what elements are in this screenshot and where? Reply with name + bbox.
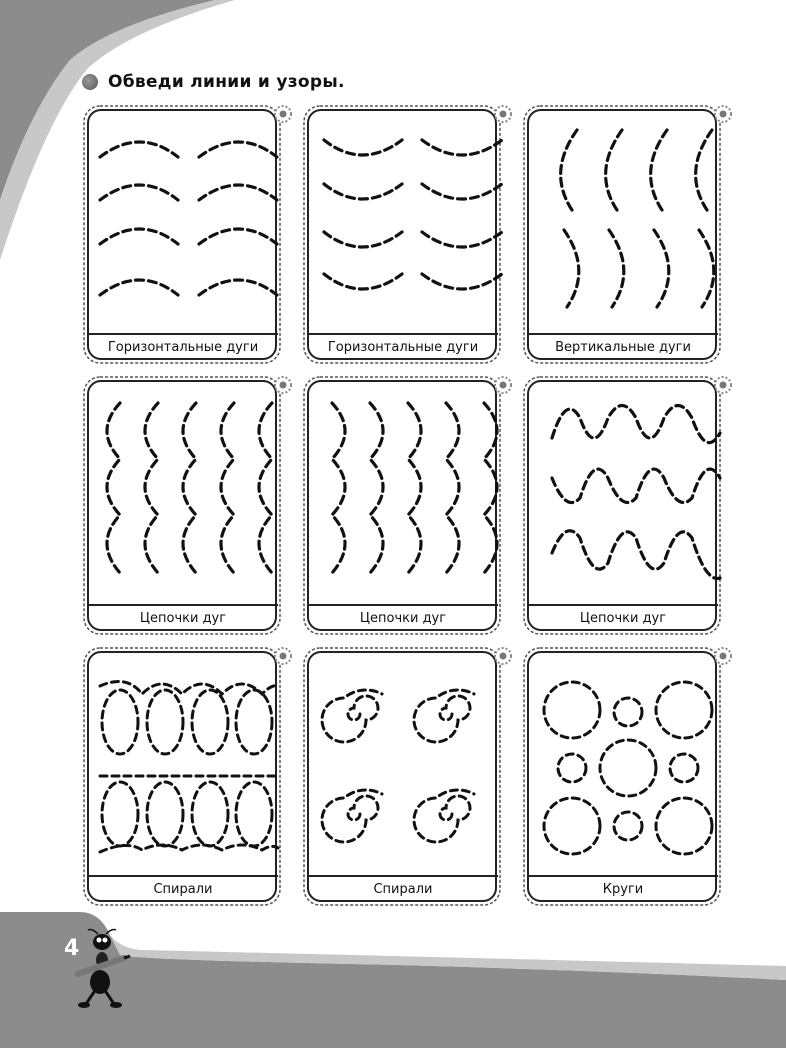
card-caption: Горизонтальные дуги bbox=[308, 333, 498, 361]
page-number: 4 bbox=[64, 936, 80, 961]
tracing-pattern bbox=[302, 102, 514, 367]
flower-icon bbox=[715, 106, 731, 122]
card-caption: Спирали bbox=[308, 875, 498, 903]
flower-icon bbox=[495, 106, 511, 122]
flower-icon bbox=[275, 377, 291, 393]
flower-icon bbox=[715, 648, 731, 664]
title-text: Обведи линии и узоры. bbox=[108, 72, 345, 92]
card-caption: Горизонтальные дуги bbox=[88, 333, 278, 361]
card-circles bbox=[522, 644, 734, 909]
flower-icon bbox=[715, 377, 731, 393]
flower-icon bbox=[495, 377, 511, 393]
flower-icon bbox=[275, 648, 291, 664]
ant-mascot-icon bbox=[72, 928, 132, 1008]
card-caption: Цепочки дуг bbox=[88, 604, 278, 632]
tracing-pattern bbox=[522, 644, 734, 909]
flower-icon bbox=[495, 648, 511, 664]
card-waves bbox=[522, 373, 734, 638]
card-horizontal-arcs-2 bbox=[302, 102, 514, 367]
card-caption: Спирали bbox=[88, 875, 278, 903]
instruction-title bbox=[82, 70, 345, 94]
flower-icon bbox=[275, 106, 291, 122]
card-caption: Цепочки дуг bbox=[308, 604, 498, 632]
tracing-pattern bbox=[82, 644, 294, 909]
tracing-pattern bbox=[522, 102, 734, 367]
card-vertical-arcs bbox=[522, 102, 734, 367]
tracing-pattern bbox=[522, 373, 734, 638]
bullet-icon bbox=[82, 74, 98, 90]
card-caption: Цепочки дуг bbox=[528, 604, 718, 632]
tracing-pattern bbox=[82, 373, 294, 638]
tracing-pattern bbox=[302, 644, 514, 909]
card-arc-chains-2 bbox=[302, 373, 514, 638]
card-arc-chains-1 bbox=[82, 373, 294, 638]
card-loops bbox=[82, 644, 294, 909]
card-horizontal-arcs-1 bbox=[82, 102, 294, 367]
card-spirals bbox=[302, 644, 514, 909]
card-caption: Вертикальные дуги bbox=[528, 333, 718, 361]
tracing-pattern bbox=[302, 373, 514, 638]
tracing-pattern bbox=[82, 102, 294, 367]
card-caption: Круги bbox=[528, 875, 718, 903]
